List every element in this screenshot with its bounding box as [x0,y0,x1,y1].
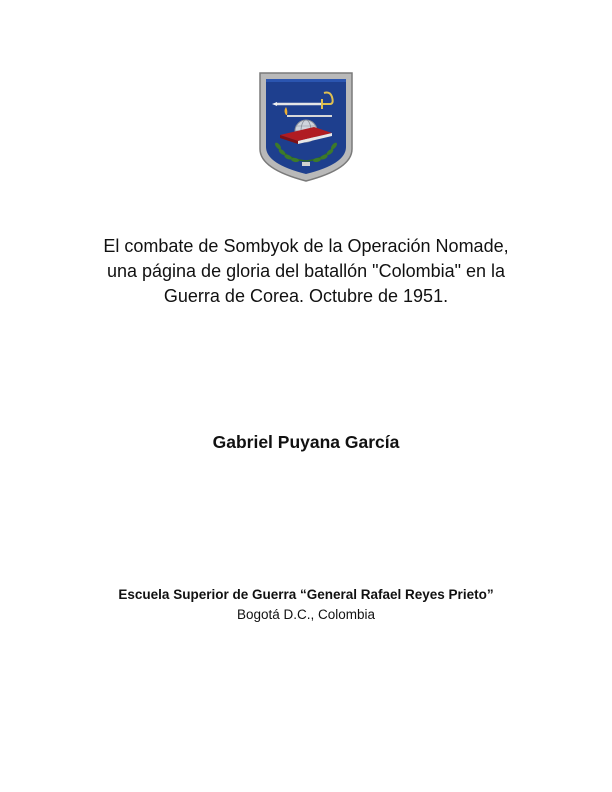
document-title [60,234,552,309]
author-name: Gabriel Puyana García [212,432,400,452]
title-line-2: una página de gloria del batallón "Colombia" en la [106,261,506,281]
military-shield-emblem-icon [258,71,354,183]
institution-name: Escuela Superior de Guerra “General Rafael Reyes Prieto” [118,587,494,602]
title-line-3: Guerra de Corea. Octubre de 1951. [163,286,449,306]
institution-location: Bogotá D.C., Colombia [236,607,376,622]
title-line-1: El combate de Sombyok de la Operación Nomade, [103,236,509,256]
